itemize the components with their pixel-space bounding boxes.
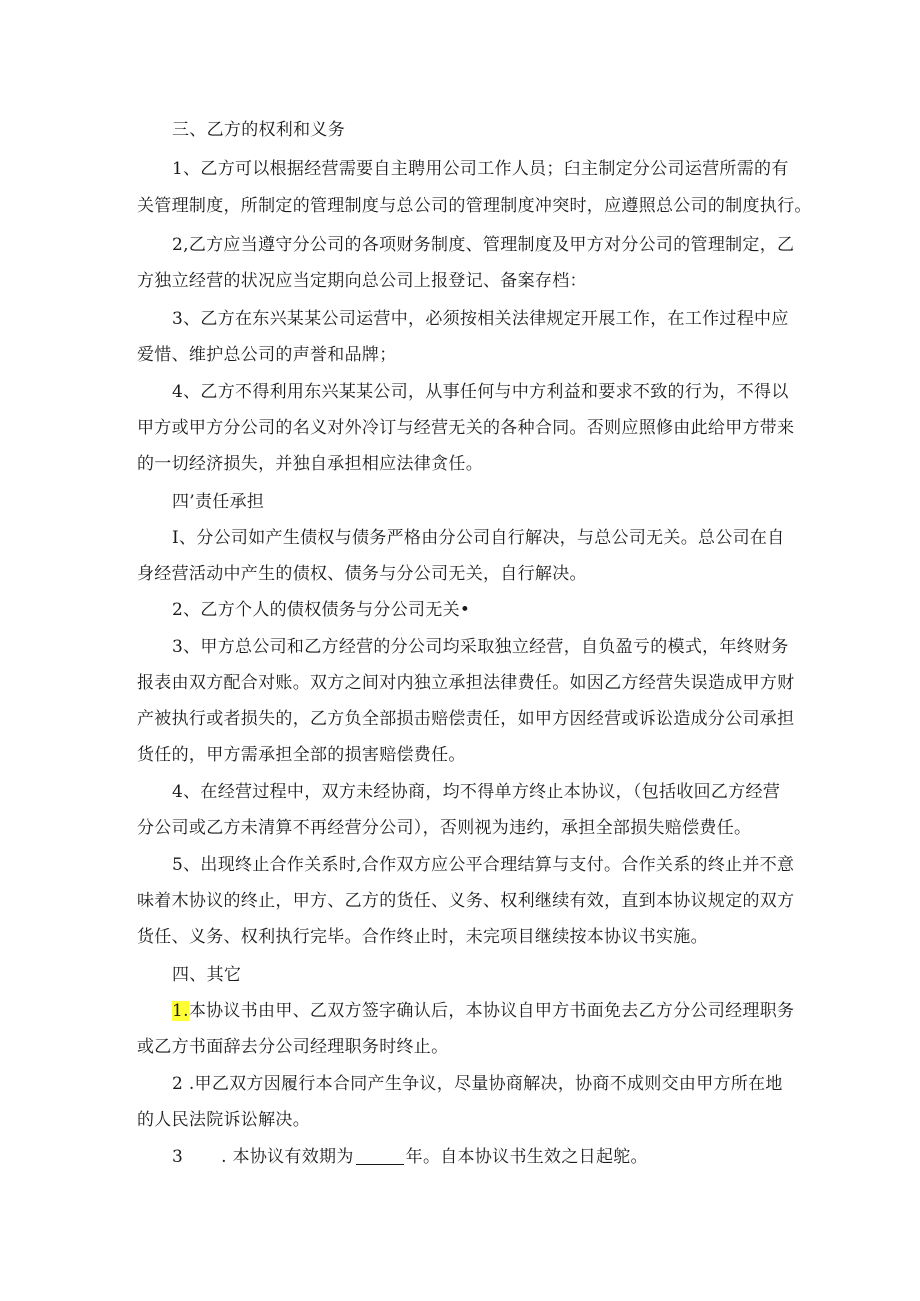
paragraph-line: 身经营活动中产生的债权、债务与分公司无关，自行解决。 xyxy=(137,564,587,584)
paragraph-line: 3、乙方在东兴某某公司运营中，必须按相关法律规定开展工作，在工作过程中应 xyxy=(172,309,789,329)
paragraph-line: I、分公司如产生债权与债务严格由分公司自行解决，与总公司无关。总公司在自 xyxy=(172,528,785,548)
blank-fill-line xyxy=(356,1148,404,1165)
paragraph-line xyxy=(172,1146,648,1168)
paragraph-line: 1、乙方可以根据经营需要自主聘用公司工作人员；臼主制定分公司运营所需的有 xyxy=(172,159,789,179)
paragraph-line: 方独立经营的状况应当定期向总公司上报登记、备案存档： xyxy=(137,271,587,291)
paragraph-line: 货任的，甲方需承担全部的损害赔偿费任。 xyxy=(137,745,466,765)
paragraph-line: 2,乙方应当遵守分公司的各项财务制度、管理制度及甲方对分公司的管理制定，乙 xyxy=(172,235,795,255)
paragraph-line: 分公司或乙方未清算不再经营分公司），否则视为违约，承担全部损失赔偿费任。 xyxy=(137,818,752,838)
paragraph-line xyxy=(172,1000,794,1022)
paragraph-line: 3、甲方总公司和乙方经营的分公司均采取独立经营，自负盈亏的模式，年终财务 xyxy=(172,637,789,657)
paragraph-line: 4、在经营过程中，双方未经协商，均不得单方终止本协议，（包括收回乙方经营 xyxy=(172,782,781,802)
paragraph-line: 的一切经济损失，并独自承担相应法律贪任。 xyxy=(137,454,483,474)
paragraph-line: 味着木协议的终止，甲方、乙方的货任、义务、权利继续有效，直到本协议规定的双方 xyxy=(137,891,795,911)
section-heading-liability: 四’责任承担 xyxy=(172,492,265,512)
section-heading-rights-obligations: 三、乙方的权利和义务 xyxy=(172,120,345,140)
paragraph-line: 报表由双方配合对账。双方之间对内独立承担法律费任。如因乙方经营失误造成甲方财 xyxy=(137,673,795,693)
paragraph-text: 年。自本协议书生效之日起鸵。 xyxy=(405,1147,648,1167)
paragraph-line: 的人民法院诉讼解决。 xyxy=(137,1110,310,1130)
paragraph-line: 产被执行或者损失的，乙方负全部损击赔偿责任，如甲方因经营或诉讼造成分公司承担 xyxy=(137,709,795,729)
paragraph-line: 或乙方书面辞去分公司经理职务时终止。 xyxy=(137,1037,449,1057)
section-heading-other: 四、其它 xyxy=(172,965,242,985)
paragraph-line: 2 .甲乙双方因履行本合同产生争议，尽量协商解决，协商不成则交由甲方所在地 xyxy=(172,1074,783,1094)
paragraph-line: 4、乙方不得利用东兴某某公司，从事任何与中方利益和要求不致的行为，不得以 xyxy=(172,382,789,402)
paragraph-line: 关管理制度，所制定的管理制度与总公司的管理制度冲突时，应遵照总公司的制度执行。 xyxy=(137,196,812,216)
paragraph-text: . 本协议有效期为 xyxy=(221,1147,354,1167)
paragraph-text: 本协议书由甲、乙双方签字确认后，本协议自甲方书面免去乙方分公司经理职务 xyxy=(188,1001,795,1021)
paragraph-line: 甲方或甲方分公司的名义对外冷订与经营无关的各种合同。否则应照修由此给甲方带来 xyxy=(137,418,795,438)
paragraph-line: 2、乙方个人的债权债务与分公司无关• xyxy=(172,600,471,620)
paragraph-line: 爱惜、维护总公司的声誉和品牌； xyxy=(137,345,397,365)
paragraph-line: 货任、义务、权利执行完毕。合作终止时，未完项目继续按本协议书实施。 xyxy=(137,927,708,947)
clause-number: 3 xyxy=(172,1147,184,1167)
highlighted-number: 1. xyxy=(172,1001,189,1021)
paragraph-line: 5、出现终止合作关系时,合作双方应公平合理结算与支付。合作关系的终止并不意 xyxy=(172,855,795,875)
